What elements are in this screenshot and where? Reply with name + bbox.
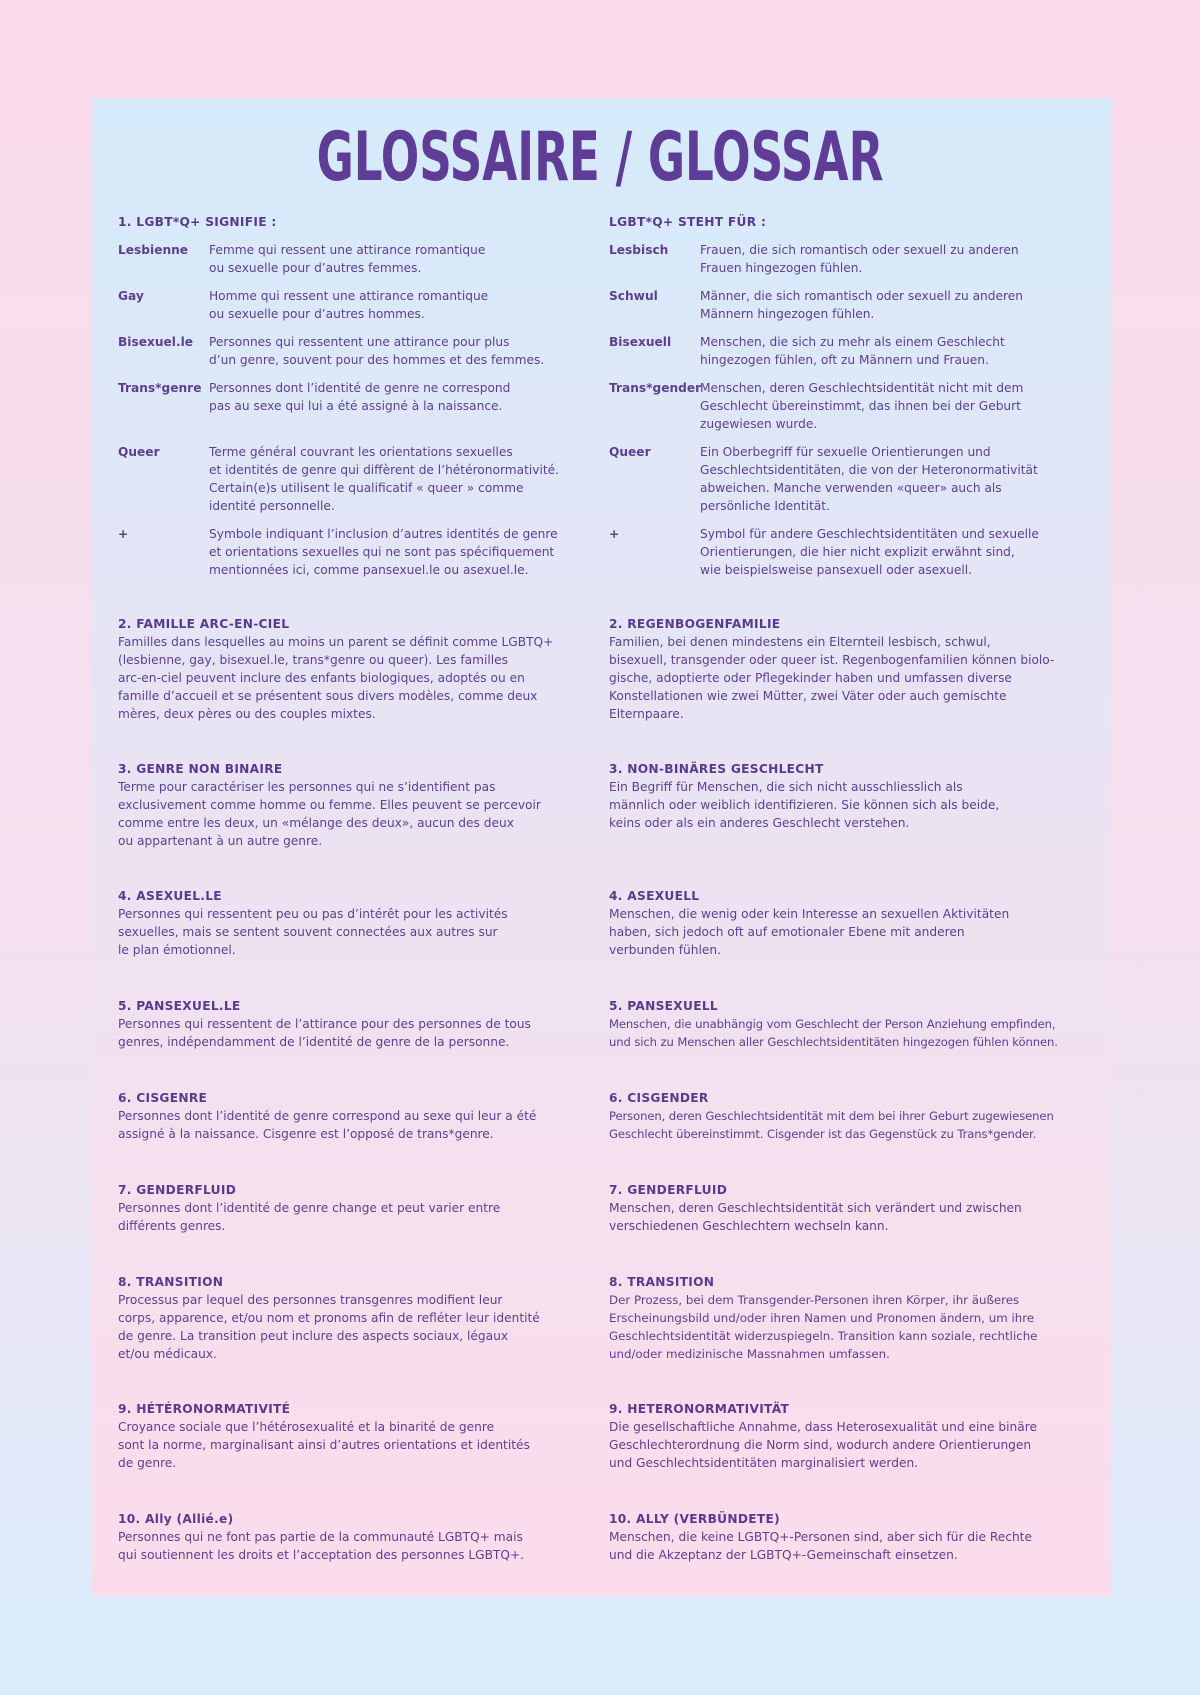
fr-section-6 — [118, 1089, 598, 1143]
term-definition: Homme qui ressent une attirance romantique ou sexuelle pour d’autres hommes. — [209, 289, 489, 321]
section-text: Menschen, deren Geschlechtsidentität sich verändert und zwischen verschiedenen Geschlechtern wechseln kann. — [609, 1201, 1022, 1233]
section-text: Croyance sociale que l’hétérosexualité et la binarité de genre sont la norme, marginalisant ainsi d’autres orientations et identités de genre. — [118, 1420, 530, 1470]
page-title: GLOSSAIRE / GLOSSAR — [316, 118, 884, 197]
de-term-bisexuell — [609, 333, 1089, 369]
section-heading: 7. GENDERFLUID — [118, 1183, 237, 1197]
term-definition: Personnes qui ressentent une attirance pour plus d’un genre, souvent pour des hommes et des femmes. — [209, 335, 545, 367]
term-label: Bisexuell — [609, 335, 672, 349]
section-heading: 8. TRANSITION — [118, 1275, 224, 1289]
de-column — [609, 213, 1089, 231]
de-section-5 — [609, 997, 1104, 1051]
section-heading: 3. NON-BINÄRES GESCHLECHT — [609, 762, 824, 776]
section-heading: 6. CISGENRE — [118, 1091, 208, 1105]
section-text: Terme pour caractériser les personnes qui ne s’identifient pas exclusivement comme homme ou femme. Elles peuvent se percevoir comme entre les deux, un «mélange des deux», aucun des deux ou appartenant à un autre genre. — [118, 780, 541, 848]
term-definition: Terme général couvrant les orientations sexuelles et identités de genre qui diffèrent de l’hétéronormativité. Certain(e)s utilisent le qualificatif « queer » comme identité personnelle. — [209, 445, 559, 513]
term-definition: Frauen, die sich romantisch oder sexuell zu anderen Frauen hingezogen fühlen. — [700, 243, 1019, 275]
term-definition: Männer, die sich romantisch oder sexuell zu anderen Männern hingezogen fühlen. — [700, 289, 1023, 321]
de-section-7 — [609, 1181, 1099, 1235]
section-text: Personnes qui ne font pas partie de la communauté LGBTQ+ mais qui soutiennent les droits et l’acceptation des personnes LGBTQ+. — [118, 1530, 525, 1562]
section-text: Personnes qui ressentent peu ou pas d’intérêt pour les activités sexuelles, mais se sentent souvent connectées aux autres sur le plan émotionnel. — [118, 907, 508, 957]
section-text: Der Prozess, bei dem Transgender-Personen ihren Körper, ihr äußeres Erscheinungsbild und/oder ihren Namen und Pronomen ändern, um ihre Geschlechtsidentität widerzuspiegeln. Transition kann soziale, rechtliche und/oder medizinische Massnahmen umfassen. — [609, 1293, 1038, 1361]
fr-section-5 — [118, 997, 598, 1051]
section-heading: 4. ASEXUELL — [609, 889, 700, 903]
de-section-3 — [609, 760, 1099, 832]
section-text: Familles dans lesquelles au moins un parent se définit comme LGBTQ+ (lesbienne, gay, bisexuel.le, trans*genre ou queer). Les familles arc-en-ciel peuvent inclure des enfants biologiques, adoptés ou en famille d’accueil et se présentent sous divers modèles, comme deux mères, deux pères ou des couples mixtes. — [118, 635, 554, 721]
term-definition: Femme qui ressent une attirance romantique ou sexuelle pour d’autres femmes. — [209, 243, 486, 275]
term-definition: Ein Oberbegriff für sexuelle Orientierungen und Geschlechtsidentitäten, die von der Heteronormativität abweichen. Manche verwenden «queer» auch als persönliche Identität. — [700, 445, 1038, 513]
de-term-schwul — [609, 287, 1089, 323]
term-label: Trans*genre — [118, 381, 202, 395]
term-definition: Symbole indiquant l’inclusion d’autres identités de genre et orientations sexuelles qui ne sont pas spécifiquement mentionnées ici, comme pansexuel.le ou asexuel.le. — [209, 527, 558, 577]
term-label: Lesbisch — [609, 243, 669, 257]
section-heading: 9. HÉTÉRONORMATIVITÉ — [118, 1402, 291, 1416]
de-section-8 — [609, 1273, 1099, 1363]
term-label: Gay — [118, 289, 144, 303]
term-label: + — [118, 527, 129, 541]
section-heading: 8. TRANSITION — [609, 1275, 715, 1289]
section-heading: 3. GENRE NON BINAIRE — [118, 762, 283, 776]
section-heading: 5. PANSEXUEL.LE — [118, 999, 241, 1013]
section-text: Menschen, die wenig oder kein Interesse an sexuellen Aktivitäten haben, sich jedoch oft auf emotionaler Ebene mit anderen verbunden fühlen. — [609, 907, 1010, 957]
de-term-transgender — [609, 379, 1089, 433]
term-definition: Menschen, die sich zu mehr als einem Geschlecht hingezogen fühlen, oft zu Männern und Frauen. — [700, 335, 1005, 367]
term-definition: Symbol für andere Geschlechtsidentitäten und sexuelle Orientierungen, die hier nicht explizit erwähnt sind, wie beispielsweise pansexuell oder asexuell. — [700, 527, 1039, 577]
de-section-6 — [609, 1089, 1104, 1143]
term-label: Lesbienne — [118, 243, 189, 257]
term-label: Trans*gender — [609, 381, 702, 395]
term-label: Bisexuel.le — [118, 335, 194, 349]
section-heading: 2. FAMILLE ARC-EN-CIEL — [118, 617, 290, 631]
section-text: Menschen, die unabhängig vom Geschlecht der Person Anziehung empfinden, und sich zu Menschen aller Geschlechtsidentitäten hingezogen fühlen können. — [609, 1017, 1058, 1049]
fr-column — [118, 213, 598, 231]
section-heading: 4. ASEXUEL.LE — [118, 889, 222, 903]
section-text: Personen, deren Geschlechtsidentität mit dem bei ihrer Geburt zugewiesenen Geschlecht übereinstimmt. Cisgender ist das Gegenstück zu Trans*gender. — [609, 1109, 1054, 1141]
section-heading: 10. ALLY (VERBÜNDETE) — [609, 1512, 781, 1526]
term-label: Queer — [118, 445, 160, 459]
fr-section-9 — [118, 1400, 598, 1472]
fr-term-bisexuel — [118, 333, 598, 369]
fr-section-heading: 1. LGBT*Q+ SIGNIFIE : — [118, 215, 277, 229]
term-label: Schwul — [609, 289, 658, 303]
term-label: + — [609, 527, 620, 541]
fr-section-7 — [118, 1181, 598, 1235]
de-section-2 — [609, 615, 1099, 723]
fr-section-2 — [118, 615, 598, 723]
section-text: Personnes dont l’identité de genre change et peut varier entre différents genres. — [118, 1201, 501, 1233]
de-section-heading: LGBT*Q+ STEHT FÜR : — [609, 215, 767, 229]
section-text: Familien, bei denen mindestens ein Elternteil lesbisch, schwul, bisexuell, transgender oder queer ist. Regenbogenfamilien können biolo- gische, adoptierte oder Pflegekinder haben und umfassen diverse Konstellationen wie zwei Mütter, zwei Väter oder auch gemischte Elternpaare. — [609, 635, 1055, 721]
fr-term-plus — [118, 525, 598, 579]
fr-term-transgenre — [118, 379, 598, 415]
section-heading: 5. PANSEXUELL — [609, 999, 718, 1013]
section-text: Personnes dont l’identité de genre correspond au sexe qui leur a été assigné à la naissance. Cisgenre est l’opposé de trans*genre. — [118, 1109, 537, 1141]
section-text: Processus par lequel des personnes transgenres modifient leur corps, apparence, et/ou nom et pronoms afin de refléter leur identité de genre. La transition peut inclure des aspects sociaux, légaux et/ou médicaux. — [118, 1293, 540, 1361]
de-section-10 — [609, 1510, 1099, 1564]
fr-section-3 — [118, 760, 598, 850]
term-definition: Personnes dont l’identité de genre ne correspond pas au sexe qui lui a été assigné à la naissance. — [209, 381, 511, 413]
de-section-9 — [609, 1400, 1099, 1472]
de-term-lesbisch — [609, 241, 1089, 277]
fr-section-4 — [118, 887, 598, 959]
section-heading: 10. Ally (Allié.e) — [118, 1512, 234, 1526]
section-text: Die gesellschaftliche Annahme, dass Heterosexualität und eine binäre Geschlechterordnung die Norm sind, wodurch andere Orientierungen und Geschlechtsidentitäten marginalisiert werden. — [609, 1420, 1037, 1470]
term-label: Queer — [609, 445, 651, 459]
section-heading: 7. GENDERFLUID — [609, 1183, 728, 1197]
section-heading: 6. CISGENDER — [609, 1091, 709, 1105]
section-text: Ein Begriff für Menschen, die sich nicht ausschliesslich als männlich oder weiblich identifizieren. Sie können sich als beide, keins oder als ein anderes Geschlecht verstehen. — [609, 780, 1000, 830]
de-term-queer — [609, 443, 1089, 515]
fr-section-8 — [118, 1273, 598, 1363]
section-text: Menschen, die keine LGBTQ+-Personen sind, aber sich für die Rechte und die Akzeptanz der LGBTQ+-Gemeinschaft einsetzen. — [609, 1530, 1032, 1562]
section-heading: 2. REGENBOGENFAMILIE — [609, 617, 781, 631]
fr-section-10 — [118, 1510, 598, 1564]
de-section-4 — [609, 887, 1099, 959]
section-heading: 9. HETERONORMATIVITÄT — [609, 1402, 790, 1416]
de-term-plus — [609, 525, 1089, 579]
term-definition: Menschen, deren Geschlechtsidentität nicht mit dem Geschlecht übereinstimmt, das ihnen bei der Geburt zugewiesen wurde. — [700, 381, 1024, 431]
section-text: Personnes qui ressentent de l’attirance pour des personnes de tous genres, indépendamment de l’identité de genre de la personne. — [118, 1017, 531, 1049]
fr-term-lesbienne — [118, 241, 598, 277]
fr-term-queer — [118, 443, 598, 515]
fr-term-gay — [118, 287, 598, 323]
